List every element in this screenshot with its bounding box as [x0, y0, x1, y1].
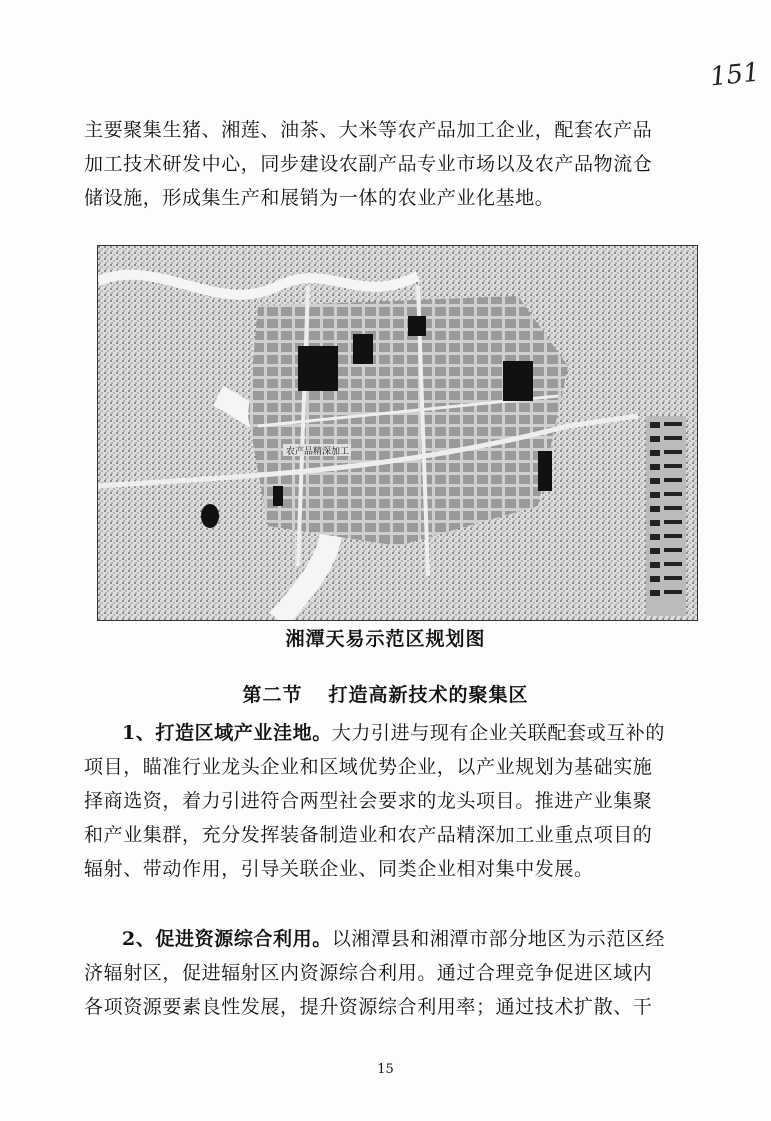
- section-number: 第二节: [242, 684, 303, 706]
- section-heading: [0, 680, 771, 707]
- planning-map-image: [97, 245, 698, 621]
- text-line: 济辐射区，促进辐射区内资源综合利用。通过合理竞争促进区域内: [84, 962, 653, 984]
- text-line: 和产业集群，充分发挥装备制造业和农产品精深加工业重点项目的: [84, 824, 653, 846]
- text-line: 加工技术研发中心，同步建设农副产品专业市场以及农产品物流仓: [84, 153, 653, 175]
- text-line: [84, 922, 686, 956]
- map-graphic: [98, 246, 697, 620]
- map-label-agri-processing: 农产品精深加工: [286, 447, 350, 457]
- page-number: 15: [377, 1062, 394, 1077]
- paragraph-industry-hub: [84, 716, 686, 886]
- item-lead: 1、打造区域产业洼地。: [122, 722, 332, 744]
- paragraph-resource-use: [84, 922, 686, 1024]
- figure-caption: 湘潭天易示范区规划图: [285, 628, 486, 650]
- text-line: [84, 716, 686, 750]
- text-line: 主要聚集生猪、湘莲、油茶、大米等农产品加工企业，配套农产品: [84, 119, 653, 141]
- text-run: 大力引进与现有企业关联配套或互补的: [331, 722, 666, 744]
- paragraph-agri-base: [84, 113, 686, 215]
- text-run: 以湘潭县和湘潭市部分地区为示范区经: [331, 928, 666, 950]
- text-line: 择商选资，着力引进符合两型社会要求的龙头项目。推进产业集聚: [84, 790, 653, 812]
- text-line: 各项资源要素良性发展，提升资源综合利用率；通过技术扩散、干: [84, 996, 653, 1018]
- text-line: 储设施，形成集生产和展销为一体的农业产业化基地。: [84, 187, 555, 209]
- section-title: 打造高新技术的聚集区: [328, 684, 529, 706]
- item-lead: 2、促进资源综合利用。: [122, 928, 332, 950]
- text-line: 辐射、带动作用，引导关联企业、同类企业相对集中发展。: [84, 858, 594, 880]
- handwritten-page-mark: 151: [708, 57, 762, 93]
- text-line: 项目，瞄准行业龙头企业和区域优势企业，以产业规划为基础实施: [84, 756, 653, 778]
